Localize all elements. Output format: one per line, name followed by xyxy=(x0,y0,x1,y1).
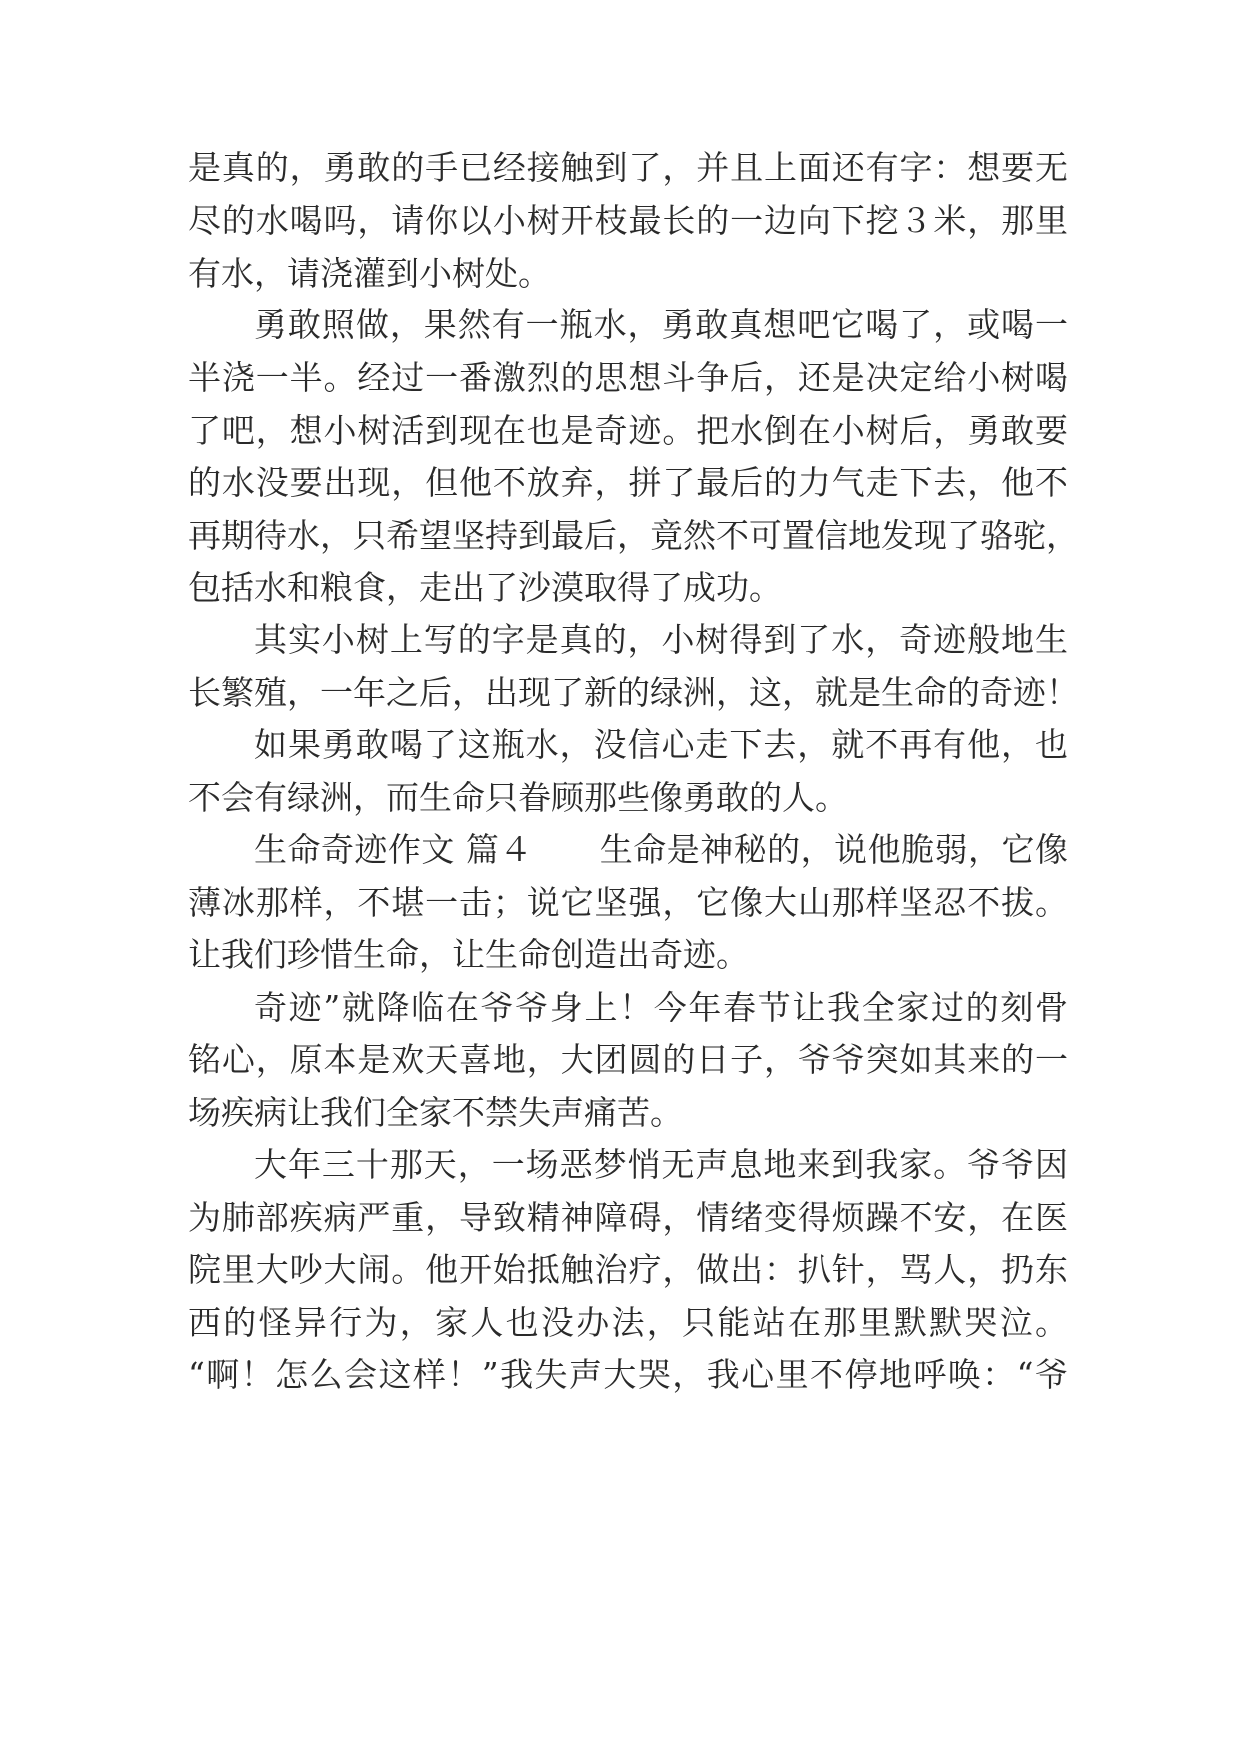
paragraph-first-line: 生命奇迹作文 篇４ 生命是神秘的，说他脆弱，它像 xyxy=(254,830,1068,869)
text-line: 是真的，勇敢的手已经接触到了，并且上面还有字：想要无 xyxy=(188,148,1068,187)
paragraph-first-line: 如果勇敢喝了这瓶水，没信心走下去，就不再有他，也 xyxy=(254,725,1068,764)
text-line: 场疾病让我们全家不禁失声痛苦。 xyxy=(188,1093,683,1132)
text-line: 了吧，想小树活到现在也是奇迹。把水倒在小树后，勇敢要 xyxy=(188,411,1068,450)
text-line: 不会有绿洲，而生命只眷顾那些像勇敢的人。 xyxy=(188,778,848,817)
text-line: 西的怪异行为，家人也没办法，只能站在那里默默哭泣。 xyxy=(188,1303,1068,1342)
paragraph-first-line: 奇迹”就降临在爷爷身上！今年春节让我全家过的刻骨 xyxy=(254,988,1068,1027)
paragraph-first-line: 勇敢照做，果然有一瓶水，勇敢真想吧它喝了，或喝一 xyxy=(254,305,1068,344)
paragraph-first-line: 大年三十那天，一场恶梦悄无声息地来到我家。爷爷因 xyxy=(254,1145,1068,1184)
text-line: 院里大吵大闹。他开始抵触治疗，做出：扒针，骂人，扔东 xyxy=(188,1250,1068,1289)
text-line: 半浇一半。经过一番激烈的思想斗争后，还是决定给小树喝 xyxy=(188,358,1068,397)
text-line: 让我们珍惜生命，让生命创造出奇迹。 xyxy=(188,935,749,974)
text-line: “啊！怎么会这样！”我失声大哭，我心里不停地呼唤：“爷 xyxy=(188,1355,1068,1394)
text-line: 的水没要出现，但他不放弃，拼了最后的力气走下去，他不 xyxy=(188,463,1068,502)
text-line: 再期待水，只希望坚持到最后，竟然不可置信地发现了骆驼， xyxy=(188,516,1079,555)
text-line: 有水，请浇灌到小树处。 xyxy=(188,254,551,293)
text-line: 为肺部疾病严重，导致精神障碍，情绪变得烦躁不安，在医 xyxy=(188,1198,1068,1237)
text-line: 薄冰那样，不堪一击；说它坚强，它像大山那样坚忍不拔。 xyxy=(188,883,1068,922)
text-line: 长繁殖，一年之后，出现了新的绿洲，这，就是生命的奇迹！ xyxy=(188,673,1079,712)
text-line: 包括水和粮食，走出了沙漠取得了成功。 xyxy=(188,568,782,607)
text-line: 尽的水喝吗，请你以小树开枝最长的一边向下挖３米，那里 xyxy=(188,201,1068,240)
paragraph-first-line: 其实小树上写的字是真的，小树得到了水，奇迹般地生 xyxy=(254,620,1068,659)
text-line: 铭心，原本是欢天喜地，大团圆的日子，爷爷突如其来的一 xyxy=(188,1040,1068,1079)
